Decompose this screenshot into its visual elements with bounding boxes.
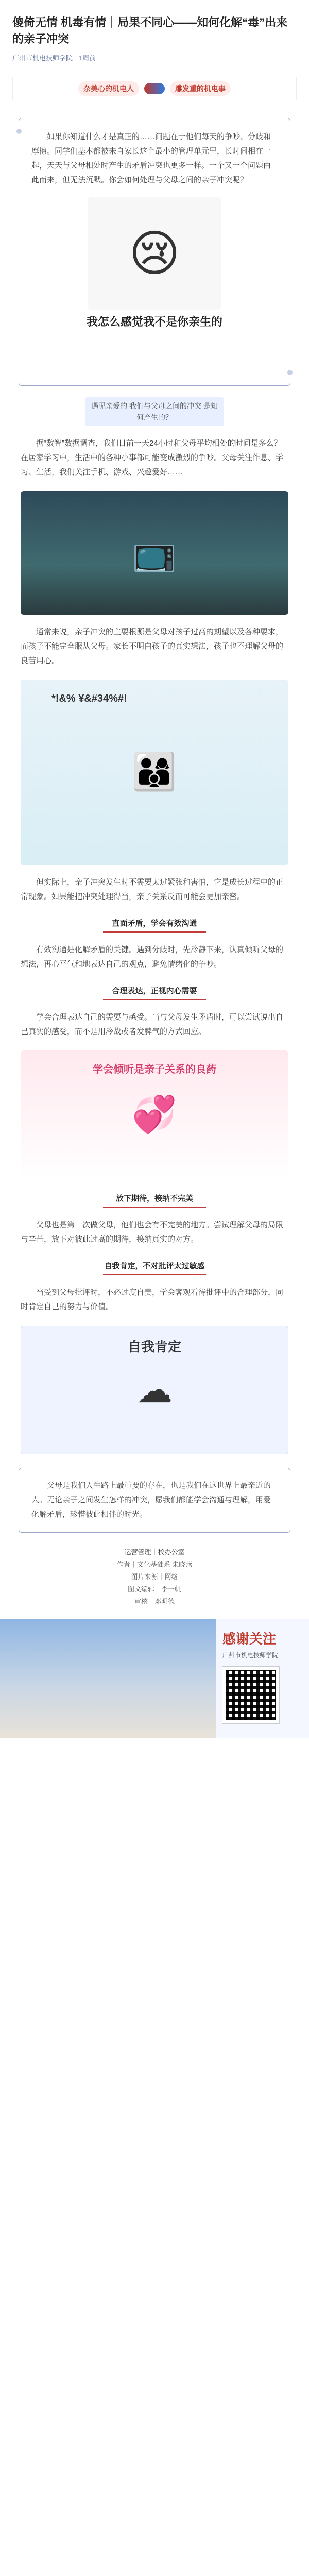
paragraph-2: 通常来说，亲子冲突的主要根源是父母对孩子过高的期望以及各种要求，而孩子不能完全服从父母。家长不明白孩子的真实想法，孩子也不理解父母的良苦用心。 [21, 628, 284, 665]
arguing-family-icon: 👨‍👩‍👦 [132, 752, 177, 792]
cloud-caption: 自我肯定 [127, 1339, 181, 1354]
tv-family-icon: 📺 [132, 532, 177, 572]
intro-box [19, 118, 290, 386]
family-tag: *!&% ¥&#34%#! [52, 693, 127, 704]
paragraph-1: 据“数智”数据调查，我们日前一天24小时和父母平均相处的时间是多么？在居家学习中，生活中的各种小事都可能变成激烈的争吵。父母关注作息、学习、生活，我们关注手机、游戏、兴趣爱好…… [21, 439, 284, 477]
tip-title-1: 直面矛盾，学会有效沟通 [103, 918, 206, 933]
corner-dot-icon [16, 129, 22, 134]
closing-box: 父母是我们人生路上最重要的存在，也是我们在这世界上最亲近的人。无论亲子之间发生怎样的冲突，愿我们都能学会沟通与理解，用爱化解矛盾，珍惜彼此相伴的时光。 [19, 1468, 290, 1533]
self-affirm-image [21, 1326, 288, 1454]
tip-text-2: 学会合理表达自己的需要与感受。当与父母发生矛盾时，可以尝试说出自己真实的感受，而不是用冷战或者发脾气的方式回应。 [21, 1013, 284, 1036]
credit-line-5: 审核｜邓明德 [134, 1598, 175, 1605]
banner-right: 雕发重的机电事 [170, 81, 231, 96]
credit-line-3: 图片来源｜网络 [131, 1573, 178, 1581]
tip-text-4: 当受到父母批评时，不必过度自责，学会客观看待批评中的合理部分，同时肯定自己的努力与价值。 [21, 1288, 284, 1311]
meme-caption: 我怎么感觉我不是你亲生的 [86, 315, 222, 328]
scene-image [21, 491, 288, 615]
thanks-side [216, 1619, 309, 1738]
meme-face-icon: 😢 [88, 197, 221, 310]
article-title: 傻倚无情 机毒有情｜局果不同心——知何化解“毒”出来的亲子冲突 [12, 16, 288, 45]
publish-time: 1周前 [79, 54, 96, 62]
hearts-image [21, 1050, 288, 1179]
cloud-face-icon: ☁ [136, 1370, 173, 1410]
qr-code-icon[interactable] [222, 1667, 279, 1723]
thanks-sub: 广州市机电技师学院 [222, 1652, 279, 1659]
tip-text-3: 父母也是第一次做父母，他们也会有不完美的地方。尝试理解父母的局限与辛苦，放下对彼此过高的期待，接纳真实的对方。 [21, 1221, 284, 1244]
credit-line-1: 运营管理｜校办公室 [124, 1548, 185, 1556]
hug-hearts-icon: 💞 [132, 1094, 177, 1134]
family-image [21, 680, 288, 865]
credit-line-2: 作者｜文化基础系 朱晓燕 [116, 1561, 193, 1568]
account-name-link[interactable]: 广州市机电技师学院 [12, 54, 73, 62]
article-header [0, 0, 309, 67]
banner-left: 杂美心的机电人 [78, 81, 139, 96]
thanks-banner [0, 1619, 309, 1738]
corner-dot-icon [287, 370, 293, 375]
tip-text-1: 有效沟通是化解矛盾的关键。遇到分歧时，先冷静下来，认真倾听父母的想法，再心平气和地表达自己的观点，避免情绪化的争吵。 [21, 945, 284, 969]
intro-text: 如果你知道什么才是真正的……问题在于他们每天的争吵、分歧和摩擦。同学们基本都被来自家长这个最小的管理单元里，长时间相在一起，天天与父母相处时产生的矛盾冲突也更多一样。一个又一个问题由此而来，但无法沉默。你会如何处理与父母之间的亲子冲突呢？ [31, 132, 271, 184]
campus-photo [0, 1619, 216, 1738]
credit-line-4: 图文编辑｜李一帆 [127, 1585, 181, 1593]
top-banner [12, 77, 297, 100]
thanks-title: 感谢关注 [222, 1631, 277, 1647]
paragraph-3: 但实际上，亲子冲突发生时不需要太过紧张和害怕，它是成长过程中的正常现象。如果能把冲突处理得当，亲子关系反而可能会更加亲密。 [21, 878, 284, 901]
article-meta [12, 53, 297, 62]
school-logo-icon [144, 83, 165, 94]
hearts-caption: 学会倾听是亲子关系的良药 [93, 1064, 216, 1075]
tip-title-3: 放下期待，接纳不完美 [103, 1193, 206, 1208]
tip-title-4: 自我肯定，不对批评太过敏感 [103, 1260, 206, 1275]
credits [0, 1546, 309, 1608]
highlight-callout: 遇见亲爱的 我们与父母之间的冲突 是知何产生的？ [85, 397, 224, 426]
tip-title-2: 合理表达，正视内心需要 [103, 985, 206, 1000]
